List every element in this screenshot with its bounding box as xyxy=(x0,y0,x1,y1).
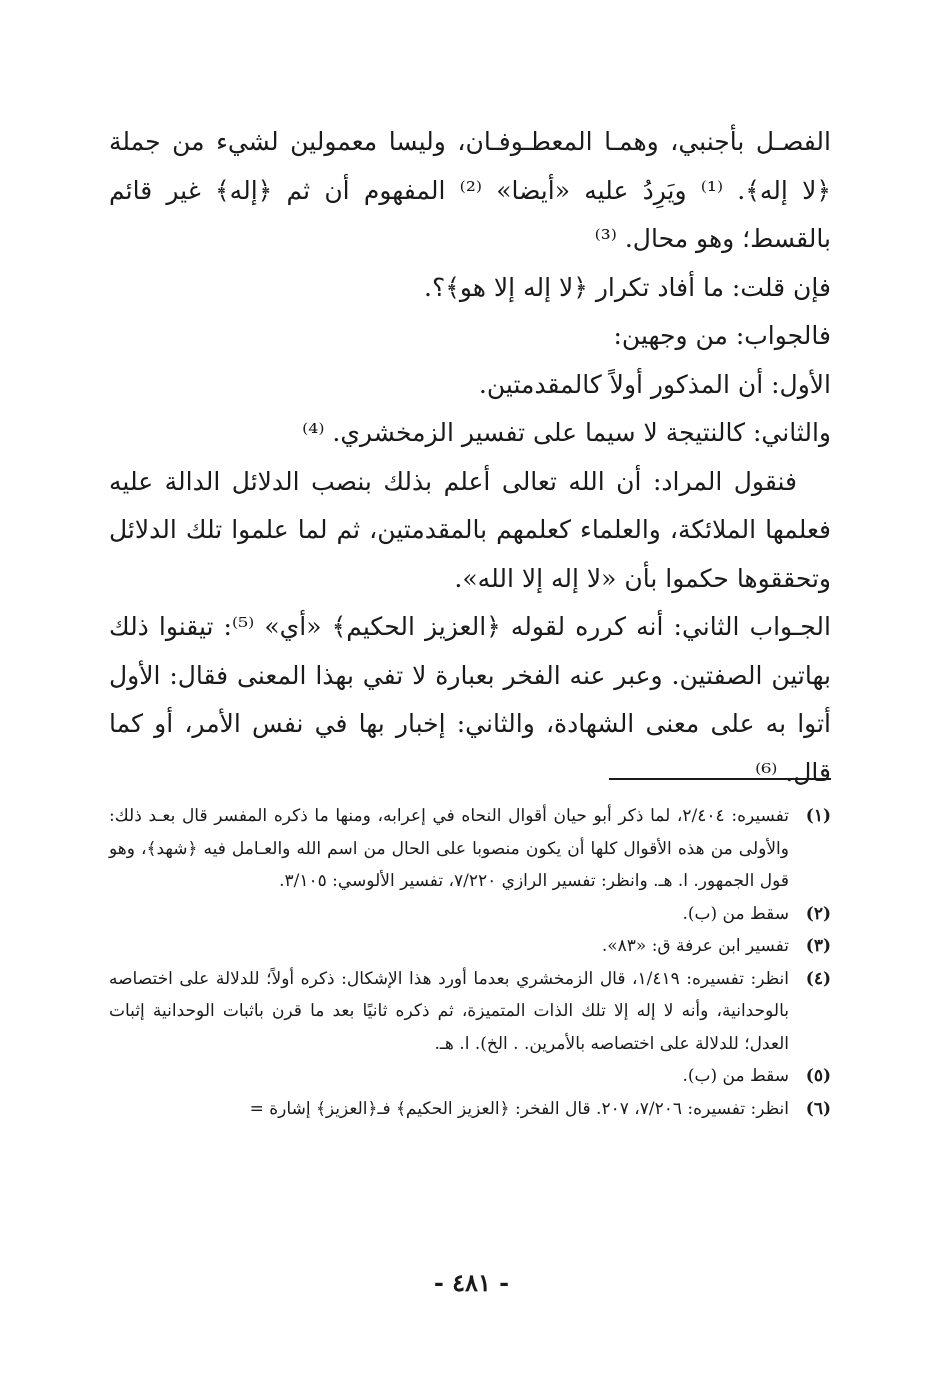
footnote-divider xyxy=(609,778,831,780)
paragraph-second-point: والثاني: كالنتيجة لا سيما على تفسير الزمخشري. ⁽⁴⁾ xyxy=(302,418,831,447)
footnote-text: تفسيره: ٢/٤٠٤، لما ذكر أبو حيان أقوال النحاه في إعرابه، ومنها ما ذكره المفسر قال بعـد ذلك: والأولى من هذه الأقوال كلها أن يكون منصوبا على الحال من اسم الله والعـامل فيه ﴿شهد﴾، وهو قول الجمهور. ا. هـ. وانظر: تفسير الرازي ٧/٢٢٠، تفسير الألوسي: ٣/١٠٥. xyxy=(109,806,789,891)
footnote-text: سقط من (ب). xyxy=(682,1066,789,1086)
paragraph-explanation: فنقول المراد: أن الله تعالى أعلم بذلك بنصب الدلائل الدالة عليه فعلمها الملائكة، والعلماء كعلمهم بالمقدمتين، ثم لما علموا تلك الدلائل وتحققوها حكموا بأن «لا إله إلا الله». xyxy=(109,466,831,593)
footnote-number: (٣) xyxy=(805,936,831,956)
footnote-item xyxy=(109,898,831,931)
footnote-number: (٥) xyxy=(805,1066,831,1086)
footnote-text: سقط من (ب). xyxy=(682,903,789,924)
footnote-item xyxy=(109,1093,831,1126)
paragraph-answer-intro: فالجواب: من وجهين: xyxy=(613,321,831,350)
footnote-text: انظر: تفسيره: ٧/٢٠٦، ٢٠٧. قال الفخر: ﴿العزيز الحكيم﴾ فـ﴿العزيز﴾ إشارة = xyxy=(249,1098,789,1119)
paragraph-second-answer: الجـواب الثاني: أنه كرره لقوله ﴿العزيز الحكيم﴾ «أي» ⁽⁵⁾: تيقنوا ذلك بهاتين الصفتين. وعبر عنه الفخر بعبارة لا تفي بهذا المعنى فقال: الأول أتوا به على معنى الشهادة، والثاني: إخبار بها في نفس الأمر، أو كما قال. ⁽⁶⁾ xyxy=(109,612,831,787)
footnotes xyxy=(109,800,831,1125)
footnote-item xyxy=(109,930,831,963)
footnote-text: انظر: تفسيره: ١/٤١٩، قال الزمخشري بعدما أورد هذا الإشكال: ذكره أولاً؛ للدلالة على اختصاصه بالوحدانية، وأنه لا إله إلا تلك الذات المتميزة، ثم ذكره ثانيًا بعد ما قرن باثبات الوحدانية إثبات العدل؛ للدلالة على اختصاصه بالأمرين. . الخ). ا. هـ. xyxy=(109,968,789,1054)
footnote-number: (٤) xyxy=(805,968,831,989)
paragraph-question: فإن قلت: ما أفاد تكرار ﴿لا إله إلا هو﴾؟. xyxy=(424,272,831,302)
footnote-number: (٦) xyxy=(805,1098,831,1119)
footnote-text: تفسير ابن عرفة ق: «٨٣». xyxy=(601,936,789,956)
footnote-number: (٢) xyxy=(805,903,831,924)
main-text xyxy=(109,118,831,797)
footnote-item xyxy=(109,963,831,1061)
paragraph-continuation: الفصـل بأجنبي، وهمـا المعطـوفـان، وليسا معمولين لشيء من جملة ﴿لا إله﴾. ⁽¹⁾ ويَرِدُ عليه «أيضا» ⁽²⁾ المفهوم أن ثم ﴿إله﴾ غير قائم بالقسط؛ وهو محال. ⁽³⁾ xyxy=(109,127,831,253)
paragraph-first-point: الأول: أن المذكور أولاً كالمقدمتين. xyxy=(478,369,831,399)
footnote-item xyxy=(109,800,831,898)
footnote-number: (١) xyxy=(805,806,831,826)
page-number: - ٤٨١ - xyxy=(433,1268,510,1297)
footnote-item xyxy=(109,1060,831,1093)
